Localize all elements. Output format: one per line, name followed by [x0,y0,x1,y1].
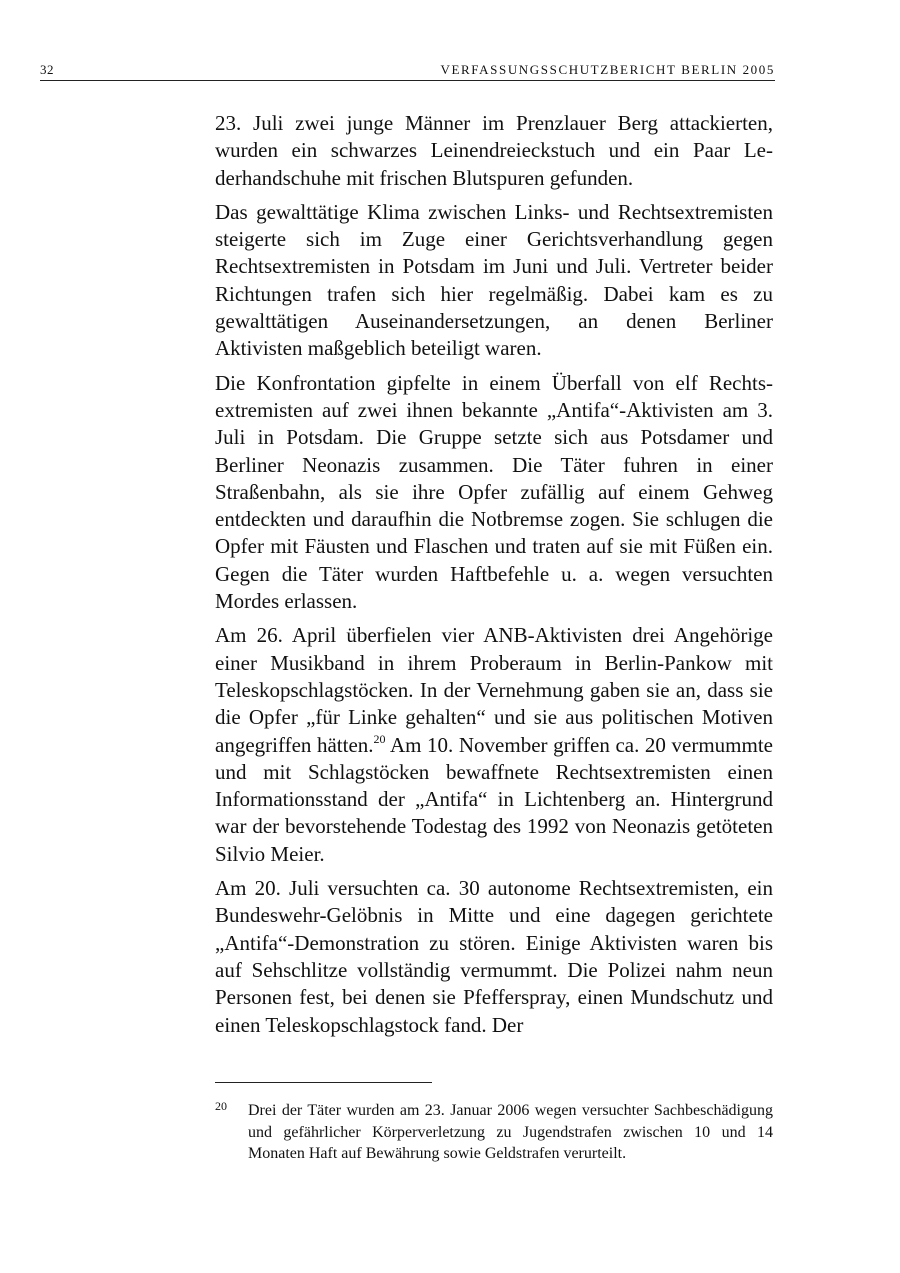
paragraph-3: Die Konfrontation gipfelte in einem Überfall von elf Rechtsextremisten auf zwei ihnen bekannte „Antifa“-Aktivisten am 3. Juli in Potsdam. Die Gruppe setzte sich aus Potsdamer und Berliner Neonazis zusammen. Die Täter fuhren in einer Straßenbahn, als sie ihre Opfer zufällig auf einem Gehweg entdeckten und daraufhin die Notbremse zogen. Sie schlugen die Opfer mit Fäusten und Flaschen und traten auf sie mit Füßen ein. Gegen die Täter wurden Haftbefehle u. a. wegen versuchten Mordes erlassen. [215,370,773,614]
running-header [40,60,775,81]
paragraph-4-text-a: Am 26. April überfielen vier ANB-Aktivisten drei Angehörige einer Musikband in ihrem Proberaum in Berlin-Pankow mit Teleskopschlagstöcken. In der Vernehmung gaben sie an, dass sie die Opfer „für Linke gehalten“ und sie aus politischen Motiven angegriffen hätten. [215,623,773,757]
paragraph-5: Am 20. Juli versuchten ca. 30 autonome Rechtsextremisten, ein Bundeswehr-Gelöbnis in Mitte und eine dagegen gerichtete „Antifa“-Demonstration zu stören. Einige Aktivisten waren bis auf Sehschlitze vollständig vermummt. Die Polizei nahm neun Personen fest, bei denen sie Pfefferspray, einen Mundschutz und einen Teleskopschlagstock fand. Der [215,876,773,1037]
paragraph-1: 23. Juli zwei junge Männer im Prenzlauer Berg attackierten, wurden ein schwarzes Leinendreieckstuch und ein Paar Lederhandschuhe mit frischen Blutspuren gefunden. [215,111,773,190]
footnote-reference[interactable]: 20 [373,731,386,746]
footnote [215,1100,773,1165]
running-title: VERFASSUNGSSCHUTZBERICHT BERLIN 2005 [440,62,775,77]
footnote-divider [215,1082,432,1083]
paragraph-4-text-b: Am 10. November griffen ca. 20 vermummte und mit Schlagstöcken bewaffnete Rechtsextremisten einen Informationsstand der „Antifa“ in Lichtenberg an. Hintergrund war der bevorstehende Todestag des 1992 von Neonazis getöteten Silvio Meier. [215,732,773,866]
body-text [215,110,773,1046]
footnote-text: Drei der Täter wurden am 23. Januar 2006 wegen versuchter Sachbeschädigung und gefährlicher Körperverletzung zu Jugendstrafen zwischen 10 und 14 Monaten Haft auf Bewährung sowie Geldstrafen verurteilt. [248,1102,773,1162]
page-number: 32 [40,62,54,77]
paragraph-2: Das gewalttätige Klima zwischen Links- und Rechtsextremisten steigerte sich im Zuge einer Gerichtsverhandlung gegen Rechtsextremisten in Potsdam im Juni und Juli. Vertreter beider Richtungen trafen sich hier regelmäßig. Dabei kam es zu gewalttätigen Auseinandersetzungen, an denen Berliner Aktivisten maßgeblich beteiligt waren. [215,199,773,361]
paragraph-4 [215,622,773,868]
footnote-number: 20 [215,1099,227,1113]
